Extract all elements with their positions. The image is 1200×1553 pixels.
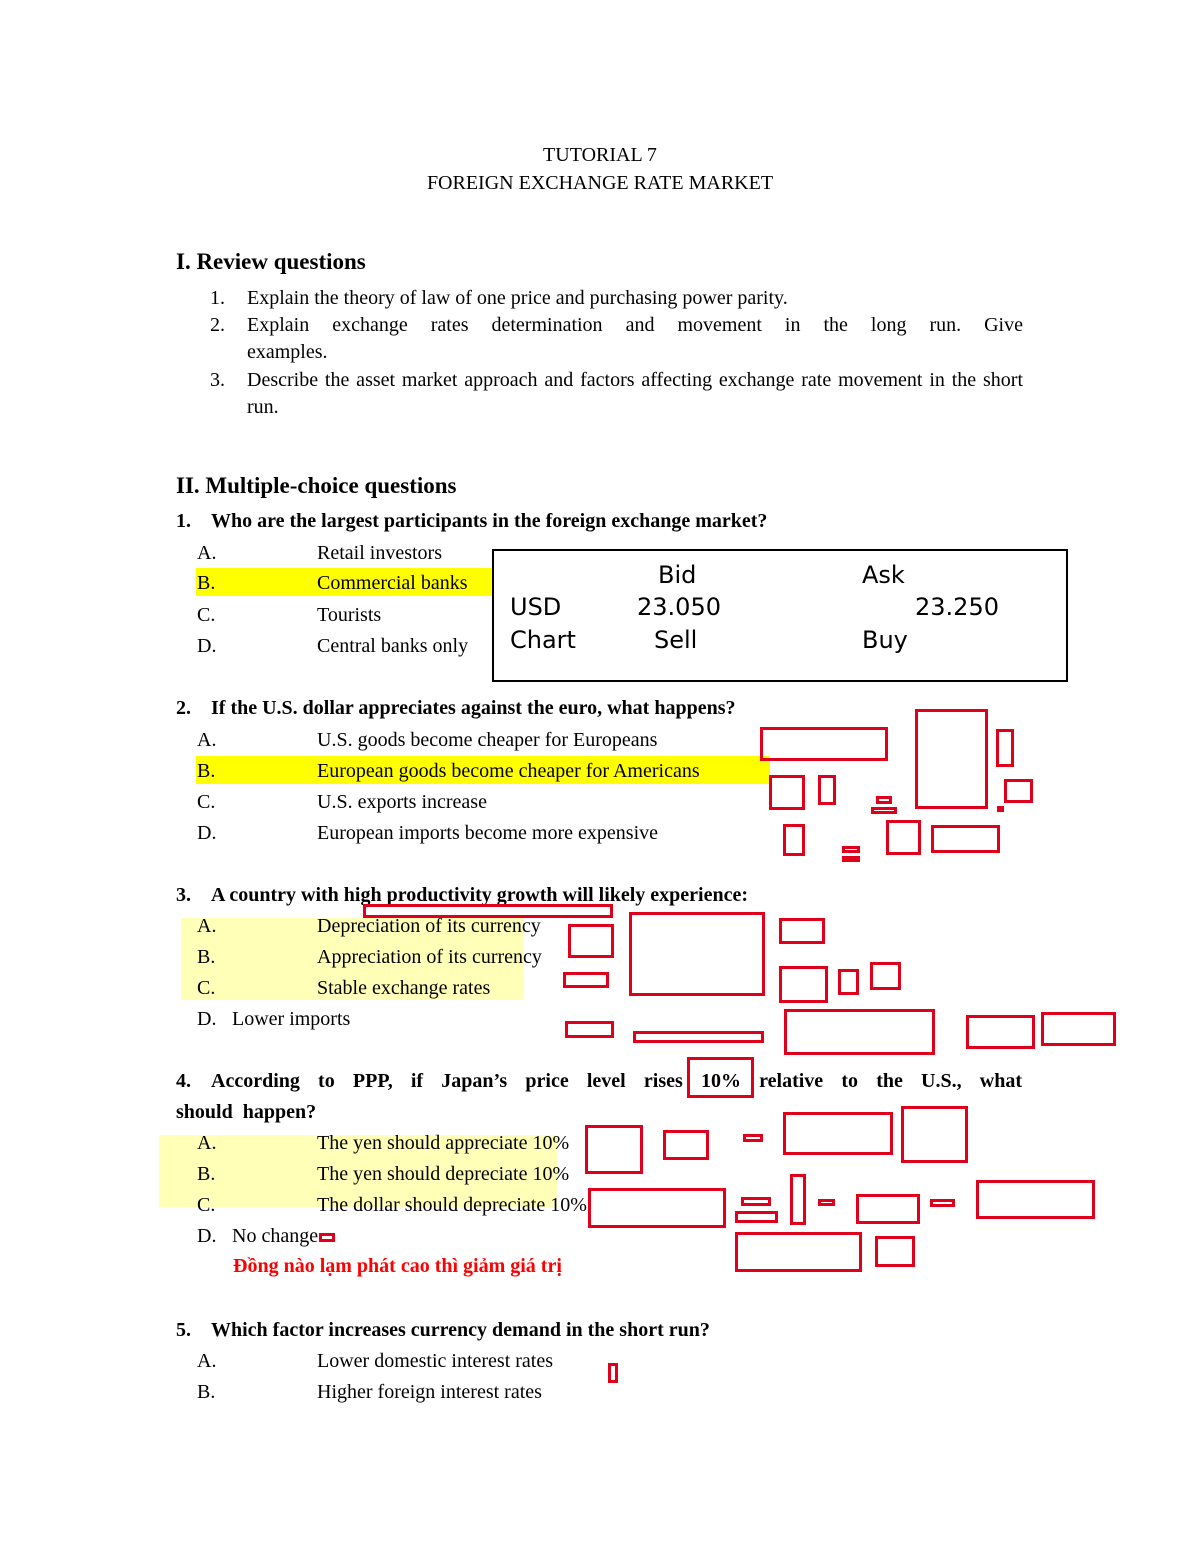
red-annotation-box (568, 924, 614, 958)
red-annotation-box (930, 1199, 955, 1207)
ask-label: Ask (862, 561, 905, 589)
question-4 (176, 1066, 1022, 1128)
bid-value: 23.050 (637, 593, 721, 621)
red-annotation-box (585, 1125, 643, 1174)
question-text: A country with high productivity growth will likely experience: (211, 884, 749, 906)
review-item-number: 3. (210, 369, 225, 391)
review-item (210, 312, 1023, 366)
question-number: 5. (176, 1319, 191, 1341)
red-annotation-box (760, 727, 888, 761)
red-annotation-box (790, 1174, 806, 1225)
question-number: 3. (176, 884, 191, 906)
red-annotation-box (565, 1021, 614, 1038)
red-annotation-box (741, 1197, 771, 1206)
document-subtitle: FOREIGN EXCHANGE RATE MARKET (426, 172, 774, 194)
red-annotation-box (842, 856, 860, 862)
document-page: TUTORIAL 7 FOREIGN EXCHANGE RATE MARKET I. Review questions 1. Explain the theory of law of one price and purchasing power parity. 2. Explain exchange rates determination and movement in the long run. Give examples. 3. Describe the asset market approach and factors affecting exchange rate movement in the short run. II. Multiple-choice questions 1. Who are the largest participants in the foreign exchange market? A. Retail investors B. Commercial banks C. Tourists D. Central banks only Bid Ask USD 23.050 23.250 Chart Sell Buy 2. If the U.S. dollar appreciates against the euro, what happens? A. U.S. goods become cheaper for Europeans B. European goods become cheaper for Americans C. U.S. exports increase D. European imports become more expensive 3. A country with high productivity growth will likely experience: A. Depreciation of its currency B. Appreciation of its currency C. Stable exchange rates D. Lower imports 4. According to PPP, if Japan’s price level rises 10% relative to the U.S., what should happen? A. The yen should appreciate 10% B. The yen should depreciate 10% C. The dollar should depreciate 10% D. No change Đồng nào lạm phát cao thì giảm giá trị 5. Which factor increases currency demand in the short run? A. Lower domestic interest rates B. Higher foreign interest rates (0, 0, 1200, 1553)
red-annotation-box (856, 1194, 920, 1224)
red-annotation-box (319, 1233, 335, 1242)
sell-label: Sell (654, 626, 698, 654)
red-annotation-box (901, 1106, 968, 1163)
question-number: 4. (176, 1070, 191, 1092)
red-annotation-box (769, 775, 805, 810)
red-annotation-box (735, 1211, 778, 1223)
handwritten-note: Đồng nào lạm phát cao thì giảm giá trị (233, 1255, 562, 1277)
red-annotation-box (1041, 1012, 1116, 1046)
red-annotation-box (363, 904, 613, 918)
question-5 (176, 1315, 1022, 1346)
red-annotation-box (779, 918, 825, 944)
review-item-text: Explain the theory of law of one price and purchasing power parity. (247, 287, 788, 309)
question-text-line1: According to PPP, if Japan’s price level rises 10% relative to the U.S., what (211, 1070, 1022, 1092)
red-annotation-box (735, 1232, 862, 1272)
review-item-text: Explain exchange rates determination and movement in the long run. Give examples. (247, 314, 1023, 363)
red-annotation-box (783, 824, 805, 856)
red-annotation-box (783, 1112, 893, 1155)
red-annotation-box (633, 1031, 764, 1043)
red-annotation-box (784, 1009, 935, 1055)
red-annotation-box (966, 1015, 1035, 1049)
question-text: If the U.S. dollar appreciates against the euro, what happens? (211, 697, 736, 719)
red-annotation-box (870, 962, 901, 990)
red-annotation-box (818, 775, 836, 805)
question-text-line2: should happen? (176, 1101, 317, 1123)
exchange-rate-box (492, 549, 1068, 682)
red-annotation-box (563, 972, 609, 988)
red-annotation-box (976, 1180, 1095, 1219)
review-item-text: Describe the asset market approach and factors affecting exchange rate movement in the short run. (247, 369, 1023, 418)
red-annotation-box (931, 825, 1000, 853)
red-annotation-box (818, 1199, 835, 1206)
document-title: TUTORIAL 7 (543, 144, 657, 166)
red-annotation-box (629, 912, 765, 996)
currency-label: USD (510, 593, 562, 621)
review-item-number: 1. (210, 287, 225, 309)
red-annotation-box (588, 1188, 726, 1228)
bid-label: Bid (658, 561, 697, 589)
red-annotation-box (876, 796, 892, 804)
red-annotation-box (871, 807, 897, 814)
red-annotation-box (875, 1236, 915, 1267)
red-annotation-box (996, 729, 1014, 767)
mcq-heading: II. Multiple-choice questions (176, 473, 457, 498)
buy-label: Buy (862, 626, 908, 654)
review-heading: I. Review questions (176, 249, 366, 274)
question-1 (176, 506, 1022, 537)
red-annotation-box (886, 820, 921, 855)
question-2 (176, 693, 1022, 724)
red-annotation-box (608, 1363, 618, 1383)
red-annotation-box (997, 806, 1004, 812)
ask-value: 23.250 (915, 593, 999, 621)
review-item-number: 2. (210, 314, 225, 336)
red-annotation-box (779, 966, 828, 1003)
red-annotation-box (663, 1130, 709, 1160)
review-item (210, 285, 1023, 312)
row-label: Chart (510, 626, 576, 654)
question-number: 2. (176, 697, 191, 719)
question-text: Which factor increases currency demand in the short run? (211, 1319, 710, 1341)
red-annotation-box (743, 1134, 763, 1142)
red-annotation-box (1004, 779, 1033, 803)
question-number: 1. (176, 510, 191, 532)
review-item (210, 367, 1023, 421)
red-annotation-box (842, 846, 860, 853)
question-text: Who are the largest participants in the foreign exchange market? (211, 510, 768, 532)
red-annotation-box (687, 1057, 754, 1098)
red-annotation-box (838, 969, 859, 995)
red-annotation-box (915, 709, 988, 809)
